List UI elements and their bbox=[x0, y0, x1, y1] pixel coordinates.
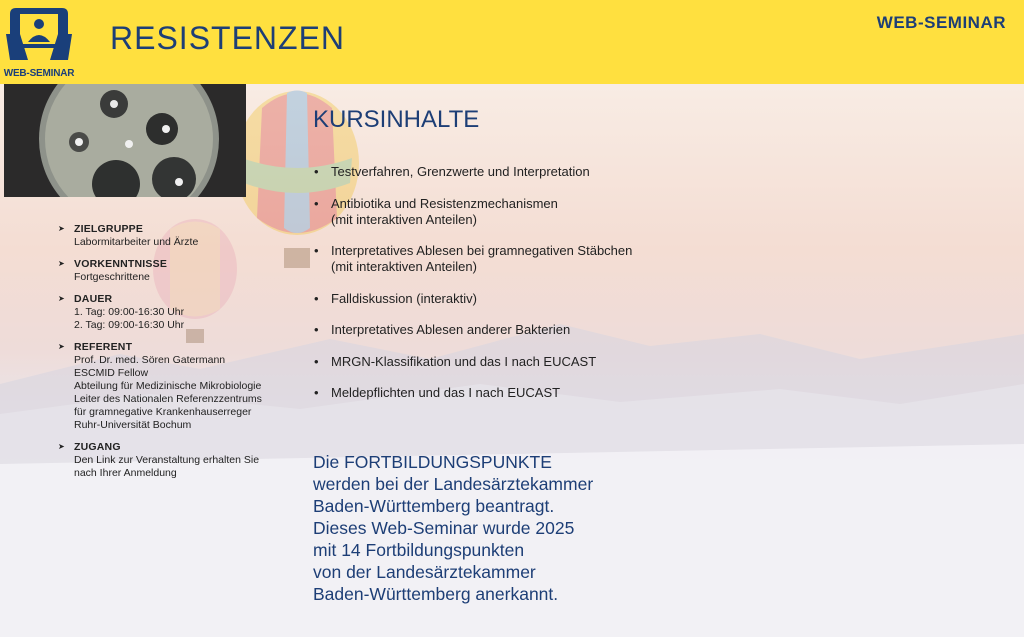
header-bar bbox=[0, 0, 1024, 84]
list-item: • MRGN-Klassifikation und das I nach EUCAST bbox=[314, 353, 597, 369]
info-heading: ZIELGRUPPE bbox=[74, 223, 144, 235]
logo-text: WEB-SEMINAR bbox=[3, 68, 75, 79]
info-referent bbox=[58, 341, 288, 432]
info-text: Ruhr-Universität Bochum bbox=[74, 419, 192, 431]
points-line: werden bei der Landesärztekammer bbox=[313, 474, 594, 494]
list-item: • Interpretatives Ablesen bei gramnegativen Stäbchen (mit interaktiven Anteilen) bbox=[314, 243, 633, 274]
arrow-bullet-icon: ➤ bbox=[58, 259, 65, 268]
arrow-bullet-icon: ➤ bbox=[58, 442, 65, 451]
list-item: • Interpretatives Ablesen anderer Bakterien bbox=[314, 322, 571, 337]
info-dauer bbox=[58, 293, 288, 332]
petri-dish-photo bbox=[4, 84, 246, 197]
info-text: ESCMID Fellow bbox=[74, 367, 149, 379]
info-vorkenntnisse bbox=[58, 258, 288, 284]
info-text: Prof. Dr. med. Sören Gatermann bbox=[74, 354, 226, 366]
info-text: Abteilung für Medizinische Mikrobiologie bbox=[74, 380, 262, 392]
info-heading: VORKENNTNISSE bbox=[74, 258, 168, 270]
presenter-screen-icon bbox=[6, 4, 72, 62]
info-heading: DAUER bbox=[74, 293, 113, 305]
list-item: • Meldepflichten und das I nach EUCAST bbox=[314, 385, 561, 400]
info-text: Leiter des Nationalen Referenzzentrums bbox=[74, 393, 262, 405]
arrow-bullet-icon: ➤ bbox=[58, 294, 65, 303]
info-text: 2. Tag: 09:00-16:30 Uhr bbox=[74, 319, 185, 331]
web-seminar-logo bbox=[2, 2, 76, 82]
seminar-info-list bbox=[58, 223, 288, 489]
points-line: Die FORTBILDUNGSPUNKTE bbox=[313, 452, 552, 472]
list-item: • Falldiskussion (interaktiv) bbox=[314, 290, 477, 306]
info-heading: ZUGANG bbox=[74, 441, 121, 453]
points-line: mit 14 Fortbildungspunkten bbox=[313, 540, 525, 560]
info-text: Labormitarbeiter und Ärzte bbox=[74, 236, 199, 248]
info-heading: REFERENT bbox=[74, 341, 133, 353]
points-line: Baden-Württemberg beantragt. bbox=[313, 496, 555, 516]
points-line: Dieses Web-Seminar wurde 2025 bbox=[313, 518, 575, 538]
arrow-bullet-icon: ➤ bbox=[58, 224, 65, 233]
info-text: Den Link zur Veranstaltung erhalten Sie bbox=[74, 454, 260, 466]
list-item: • Antibiotika und Resistenzmechanismen (mit interaktiven Anteilen) bbox=[314, 195, 558, 227]
info-zugang bbox=[58, 441, 288, 480]
list-item: • Testverfahren, Grenzwerte und Interpretation bbox=[314, 164, 590, 179]
points-line: von der Landesärztekammer bbox=[313, 562, 536, 582]
info-text: nach Ihrer Anmeldung bbox=[74, 467, 177, 479]
points-line: Baden-Württemberg anerkannt. bbox=[313, 584, 559, 604]
info-text: 1. Tag: 09:00-16:30 Uhr bbox=[74, 306, 185, 318]
header-label: WEB-SEMINAR bbox=[876, 13, 1006, 32]
info-text: für gramnegative Krankenhauserreger bbox=[74, 406, 252, 418]
course-contents-title: KURSINHALTE bbox=[313, 106, 480, 133]
cme-points-text bbox=[313, 451, 593, 605]
info-zielgruppe bbox=[58, 223, 288, 249]
arrow-bullet-icon: ➤ bbox=[58, 342, 65, 351]
page-title: RESISTENZEN bbox=[110, 20, 346, 56]
info-text: Fortgeschrittene bbox=[74, 271, 150, 283]
course-contents-list bbox=[313, 164, 733, 417]
